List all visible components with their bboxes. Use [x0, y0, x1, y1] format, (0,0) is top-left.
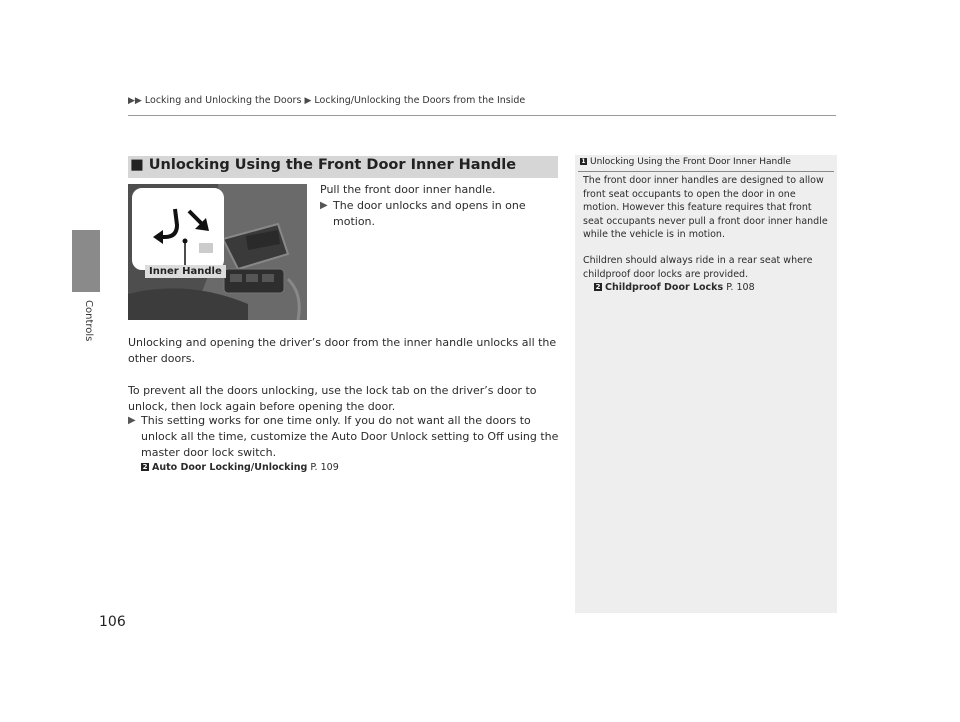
section-square-icon: ■: [130, 157, 144, 173]
reference-page: P. 109: [310, 462, 339, 473]
reference-title: Auto Door Locking/Unlocking: [152, 462, 308, 473]
reference-page: P. 108: [726, 282, 755, 293]
reference-icon: 2: [142, 463, 148, 471]
body-paragraph: Unlocking and opening the driver’s door from the inner handle unlocks all the other doors.: [128, 336, 557, 365]
note-arrow-icon: ▶: [128, 415, 136, 426]
breadcrumb-item[interactable]: Locking/Unlocking the Doors from the Inside: [314, 95, 526, 106]
side-tab-label: Controls: [83, 300, 94, 342]
breadcrumb-arrow-icon: ▶: [304, 96, 312, 106]
pull-arrows-icon: [133, 189, 222, 268]
instruction-result: ▶ The door unlocks and opens in one motion.: [320, 199, 526, 228]
reference-title: Childproof Door Locks: [605, 282, 724, 293]
breadcrumb-arrow-icon: ▶▶: [128, 96, 142, 106]
sidebar-paragraph: Children should always ride in a rear seat where childproof door locks are provided.: [583, 255, 813, 280]
instruction-step: Pull the front door inner handle.: [320, 183, 496, 196]
sidebar-paragraph: The front door inner handles are designed to allow front seat occupants to open the door in one motion. However this feature requires that front seat occupants never pull a front door inner handle while the vehicle is in motion.: [583, 175, 828, 240]
body-paragraph: To prevent all the doors unlocking, use the lock tab on the driver’s door to unlock, then lock again before opening the door.: [128, 384, 537, 413]
sidebar-cross-reference-link[interactable]: [594, 282, 755, 293]
page-number: 106: [99, 614, 126, 630]
body-note: ▶ This setting works for one time only. If you do not want all the doors to unlock all the time, customize the Auto Door Unlock setting to Off using the master door lock switch.: [128, 414, 559, 459]
sidebar-divider: [578, 171, 834, 172]
cross-reference-link[interactable]: [141, 462, 339, 473]
breadcrumb-item[interactable]: Locking and Unlocking the Doors: [144, 95, 302, 106]
breadcrumb: [128, 95, 525, 106]
sidebar-title: 1 Unlocking Using the Front Door Inner Handle: [581, 157, 791, 167]
reference-icon: 2: [595, 283, 601, 291]
header-divider: [128, 115, 836, 116]
side-tab-marker: [72, 230, 100, 292]
section-title: ■ Unlocking Using the Front Door Inner Handle: [130, 157, 517, 173]
note-number-icon: 1: [581, 158, 586, 165]
result-arrow-icon: ▶: [320, 200, 328, 211]
image-callout-label: Inner Handle: [145, 265, 226, 278]
handle-motion-inset: [132, 188, 224, 270]
